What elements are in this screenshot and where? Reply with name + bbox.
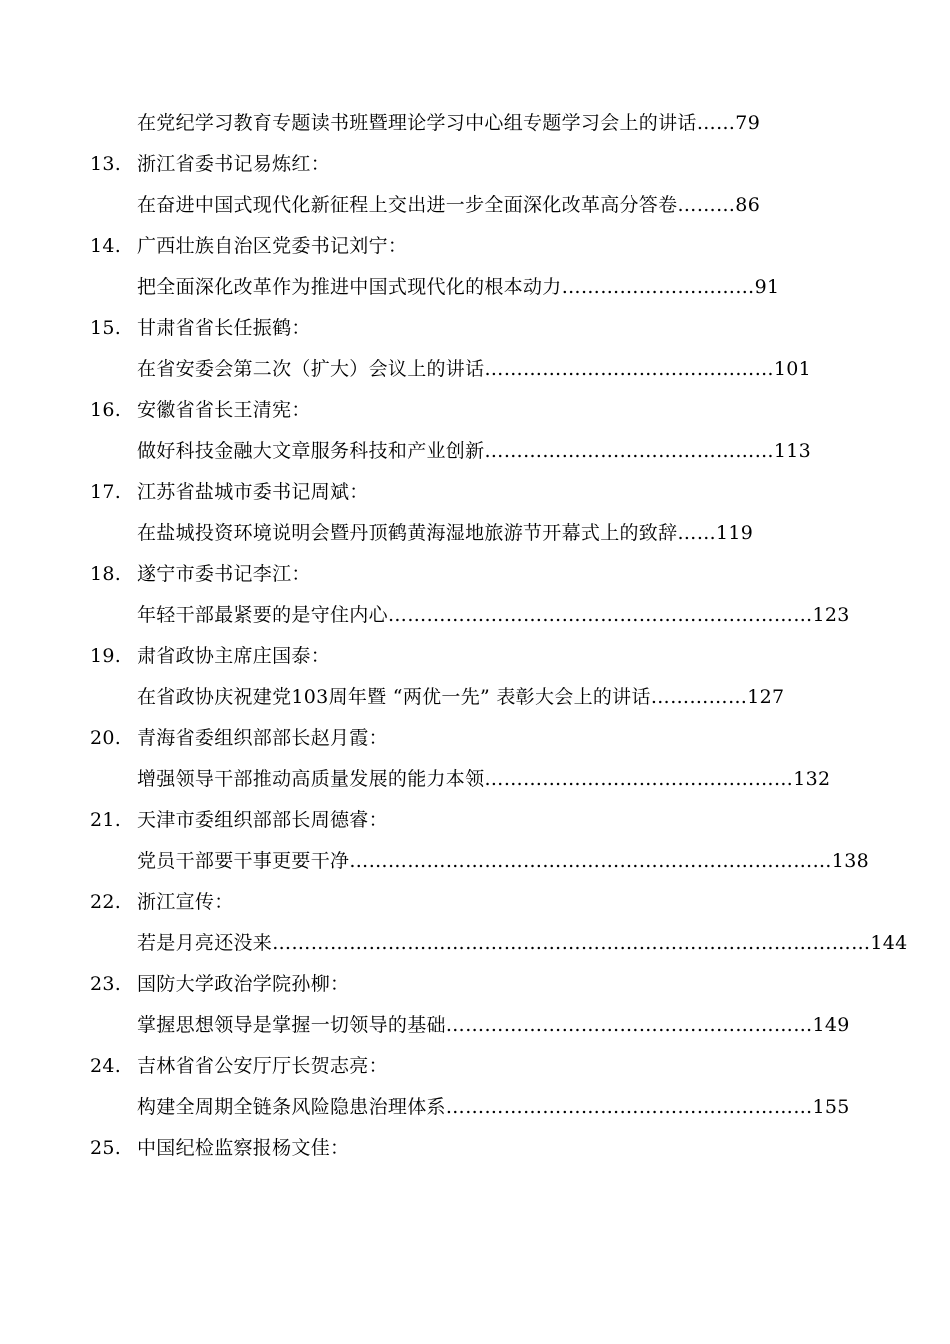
toc-entry-author: 江苏省盐城市委书记周斌： — [137, 481, 369, 503]
toc-entry-title — [90, 234, 407, 258]
toc-entry-title — [90, 398, 311, 422]
toc-subtitle-text: 在盐城投资环境说明会暨丹顶鹤黄海湿地旅游节开幕式上的致辞……119 — [137, 522, 754, 544]
toc-subtitle-text: 在奋进中国式现代化新征程上交出进一步全面深化改革高分答卷………86 — [137, 194, 761, 216]
toc-subtitle-line — [137, 603, 850, 627]
toc-subtitle-line — [137, 193, 760, 217]
toc-subtitle-line — [137, 357, 811, 381]
toc-subtitle-text: 若是月亮还没来…………………………………………………………………………………144 — [137, 932, 908, 954]
toc-entry-number: 25. — [90, 1137, 122, 1159]
toc-entry-title — [90, 808, 388, 832]
toc-entry-title — [90, 726, 388, 750]
toc-entry-author: 广西壮族自治区党委书记刘宁： — [137, 235, 408, 257]
toc-entry-author: 安徽省省长王清宪： — [137, 399, 311, 421]
toc-subtitle-line — [137, 849, 869, 873]
toc-entry-number: 24. — [90, 1055, 122, 1077]
toc-entry-number: 22. — [90, 891, 122, 913]
toc-entry-number: 16. — [90, 399, 122, 421]
toc-entry-title — [90, 562, 311, 586]
toc-subtitle-line — [137, 111, 760, 135]
toc-entry-number: 21. — [90, 809, 122, 831]
toc-subtitle-line — [137, 685, 784, 709]
toc-entry-number: 13. — [90, 153, 122, 175]
toc-entry-number: 19. — [90, 645, 122, 667]
toc-entry-number: 18. — [90, 563, 122, 585]
toc-entry-title — [90, 152, 330, 176]
toc-entry-number: 20. — [90, 727, 122, 749]
toc-entry-author: 浙江宣传： — [137, 891, 234, 913]
toc-entry-title — [90, 890, 234, 914]
toc-entry-number: 17. — [90, 481, 122, 503]
toc-subtitle-text: 党员干部要干事更要干净…………………………………………………………………138 — [137, 850, 869, 872]
toc-entry-number: 15. — [90, 317, 122, 339]
toc-entry-author: 青海省委组织部部长赵月霞： — [137, 727, 388, 749]
toc-subtitle-text: 增强领导干部推动高质量发展的能力本领…………………………………………132 — [137, 768, 831, 790]
toc-entry-author: 遂宁市委书记李江： — [137, 563, 311, 585]
toc-subtitle-text: 在省政协庆祝建党103周年暨 “两优一先” 表彰大会上的讲话……………127 — [137, 686, 785, 708]
toc-subtitle-text: 把全面深化改革作为推进中国式现代化的根本动力…………………………91 — [137, 276, 780, 298]
toc-subtitle-text: 在党纪学习教育专题读书班暨理论学习中心组专题学习会上的讲话……79 — [137, 112, 761, 134]
toc-entry-author: 甘肃省省长任振鹤： — [137, 317, 311, 339]
toc-subtitle-text: 在省安委会第二次（扩大）会议上的讲话………………………………………101 — [137, 358, 812, 380]
toc-subtitle-text: 构建全周期全链条风险隐患治理体系…………………………………………………155 — [137, 1096, 850, 1118]
toc-subtitle-line — [137, 1095, 850, 1119]
toc-entry-title — [90, 1136, 349, 1160]
toc-entry-author: 中国纪检监察报杨文佳： — [137, 1137, 350, 1159]
toc-subtitle-text: 年轻干部最紧要的是守住内心…………………………………………………………123 — [137, 604, 850, 626]
toc-subtitle-line — [137, 439, 811, 463]
toc-subtitle-line — [137, 275, 779, 299]
toc-entry-author: 吉林省省公安厅厅长贺志亮： — [137, 1055, 388, 1077]
toc-entry-title — [90, 316, 311, 340]
toc-subtitle-line — [137, 521, 753, 545]
toc-subtitle-line — [137, 767, 830, 791]
toc-subtitle-line — [137, 1013, 850, 1037]
toc-subtitle-text: 做好科技金融大文章服务科技和产业创新………………………………………113 — [137, 440, 812, 462]
toc-entry-number: 14. — [90, 235, 122, 257]
toc-entry-title — [90, 644, 330, 668]
toc-entry-title — [90, 972, 349, 996]
toc-entry-author: 天津市委组织部部长周德睿： — [137, 809, 388, 831]
toc-entry-author: 浙江省委书记易炼红： — [137, 153, 331, 175]
toc-entry-number: 23. — [90, 973, 122, 995]
toc-subtitle-text: 掌握思想领导是掌握一切领导的基础…………………………………………………149 — [137, 1014, 850, 1036]
toc-subtitle-line — [137, 931, 908, 955]
toc-entry-title — [90, 1054, 388, 1078]
toc-entry-author: 国防大学政治学院孙柳： — [137, 973, 350, 995]
toc-entry-title — [90, 480, 369, 504]
toc-entry-author: 肃省政协主席庄国泰： — [137, 645, 331, 667]
